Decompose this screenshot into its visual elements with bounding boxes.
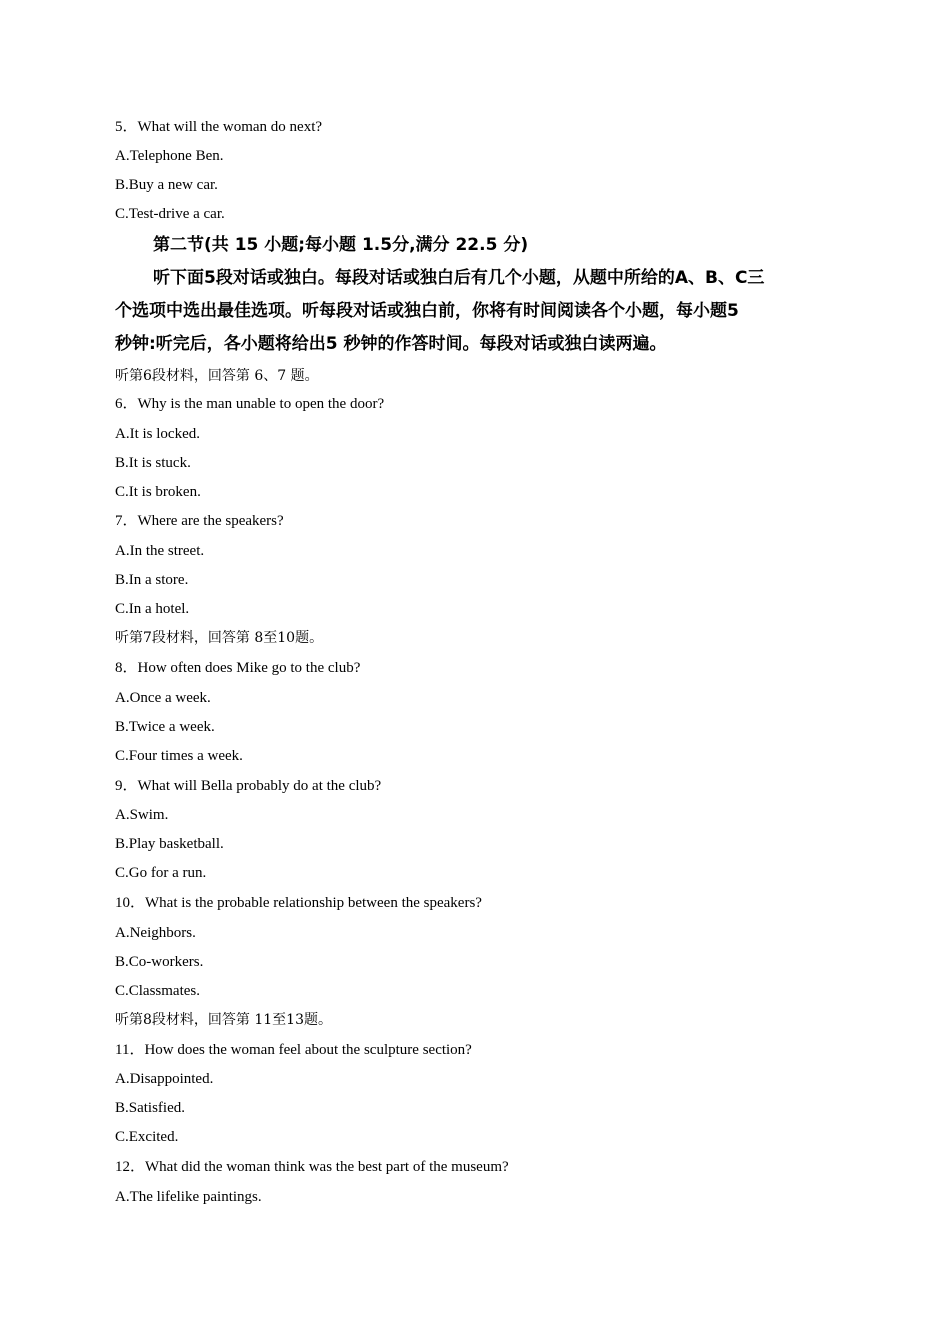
section-heading: 第二节(共 15 小题;每小题 1.5分,满分 22.5 分) — [153, 235, 529, 255]
material-6-label: 听第6段材料，回答第 6、7 题。 — [115, 368, 319, 384]
question-11: 11．How does the woman feel about the sculpture section? — [115, 1042, 472, 1058]
instructions-line-2: 个选项中选出最佳选项。听每段对话或独白前，你将有时间阅读各个小题，每小题5 — [115, 301, 739, 321]
question-5: 5．What will the woman do next? — [115, 119, 323, 135]
option-9a: A.Swim. — [115, 807, 169, 823]
option-8c: C.Four times a week. — [115, 748, 243, 764]
question-6: 6．Why is the man unable to open the door? — [115, 396, 385, 412]
question-10: 10．What is the probable relationship between the speakers? — [115, 895, 482, 911]
question-9: 9．What will Bella probably do at the club? — [115, 778, 382, 794]
option-6c: C.It is broken. — [115, 484, 201, 500]
option-10a: A.Neighbors. — [115, 925, 196, 941]
material-7-label: 听第7段材料，回答第 8至10题。 — [115, 630, 324, 646]
option-5a: A.Telephone Ben. — [115, 148, 224, 164]
question-8: 8．How often does Mike go to the club? — [115, 660, 361, 676]
question-7: 7．Where are the speakers? — [115, 513, 284, 529]
option-5c: C.Test-drive a car. — [115, 206, 225, 222]
instructions-line-3: 秒钟:听完后，各小题将给出5 秒钟的作答时间。每段对话或独白读两遍。 — [115, 334, 667, 354]
instructions-line-1: 听下面5段对话或独白。每段对话或独白后有几个小题，从题中所给的A、B、C三 — [153, 268, 765, 288]
option-8b: B.Twice a week. — [115, 719, 215, 735]
option-7b: B.In a store. — [115, 572, 189, 588]
option-10c: C.Classmates. — [115, 983, 200, 999]
option-6a: A.It is locked. — [115, 426, 200, 442]
question-12: 12．What did the woman think was the best part of the museum? — [115, 1159, 509, 1175]
material-8-label: 听第8段材料，回答第 11至13题。 — [115, 1012, 332, 1028]
option-11a: A.Disappointed. — [115, 1071, 214, 1087]
option-9c: C.Go for a run. — [115, 865, 207, 881]
option-11c: C.Excited. — [115, 1129, 179, 1145]
option-9b: B.Play basketball. — [115, 836, 224, 852]
option-10b: B.Co-workers. — [115, 954, 204, 970]
option-11b: B.Satisfied. — [115, 1100, 185, 1116]
option-7a: A.In the street. — [115, 543, 205, 559]
option-6b: B.It is stuck. — [115, 455, 191, 471]
option-8a: A.Once a week. — [115, 690, 211, 706]
option-12a: A.The lifelike paintings. — [115, 1189, 262, 1205]
option-7c: C.In a hotel. — [115, 601, 190, 617]
option-5b: B.Buy a new car. — [115, 177, 218, 193]
